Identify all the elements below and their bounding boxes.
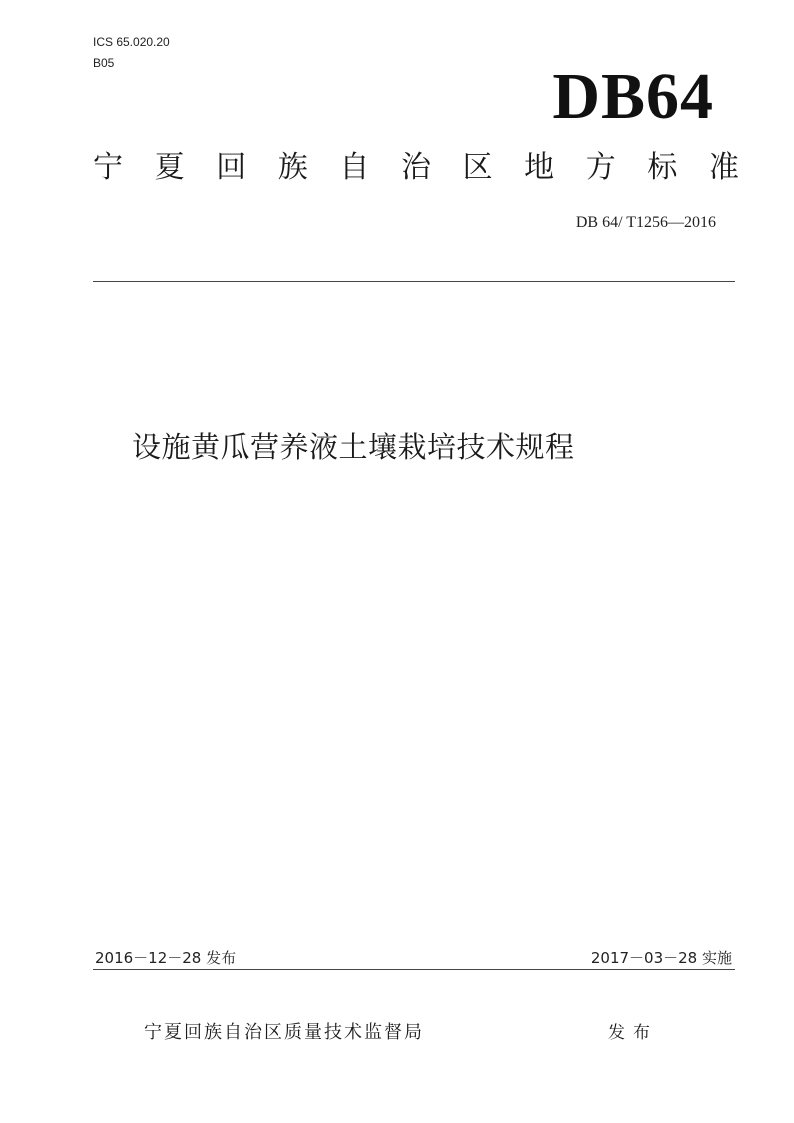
issuing-authority: 宁夏回族自治区质量技术监督局 bbox=[144, 1022, 424, 1043]
standard-type-char: 夏 bbox=[154, 150, 185, 185]
standard-type-heading bbox=[93, 148, 739, 188]
standard-type-char: 族 bbox=[277, 150, 308, 185]
document-title: 设施黄瓜营养液土壤栽培技术规程 bbox=[132, 430, 575, 464]
standard-type-char: 治 bbox=[400, 150, 431, 185]
implementation-date: 2017－03－28 实施 bbox=[590, 949, 732, 967]
standard-type-char: 回 bbox=[216, 150, 247, 185]
standard-number: DB 64/ T1256—2016 bbox=[575, 214, 716, 231]
standard-logo: DB64 bbox=[552, 60, 714, 133]
standard-type-char: 标 bbox=[647, 150, 678, 185]
standard-type-char: 自 bbox=[339, 150, 370, 185]
classification-code: B05 bbox=[93, 56, 115, 70]
standard-type-char: 方 bbox=[585, 150, 616, 185]
header-divider bbox=[93, 281, 735, 282]
publish-label: 发布 bbox=[608, 1023, 658, 1043]
standard-type-char: 地 bbox=[524, 150, 555, 185]
issue-date: 2016－12－28 发布 bbox=[95, 949, 237, 967]
footer-divider bbox=[93, 969, 735, 970]
standard-type-char: 宁 bbox=[93, 150, 123, 185]
ics-code: ICS 65.020.20 bbox=[93, 35, 170, 49]
standard-type-char: 区 bbox=[462, 150, 493, 185]
standard-type-char: 准 bbox=[708, 150, 739, 185]
